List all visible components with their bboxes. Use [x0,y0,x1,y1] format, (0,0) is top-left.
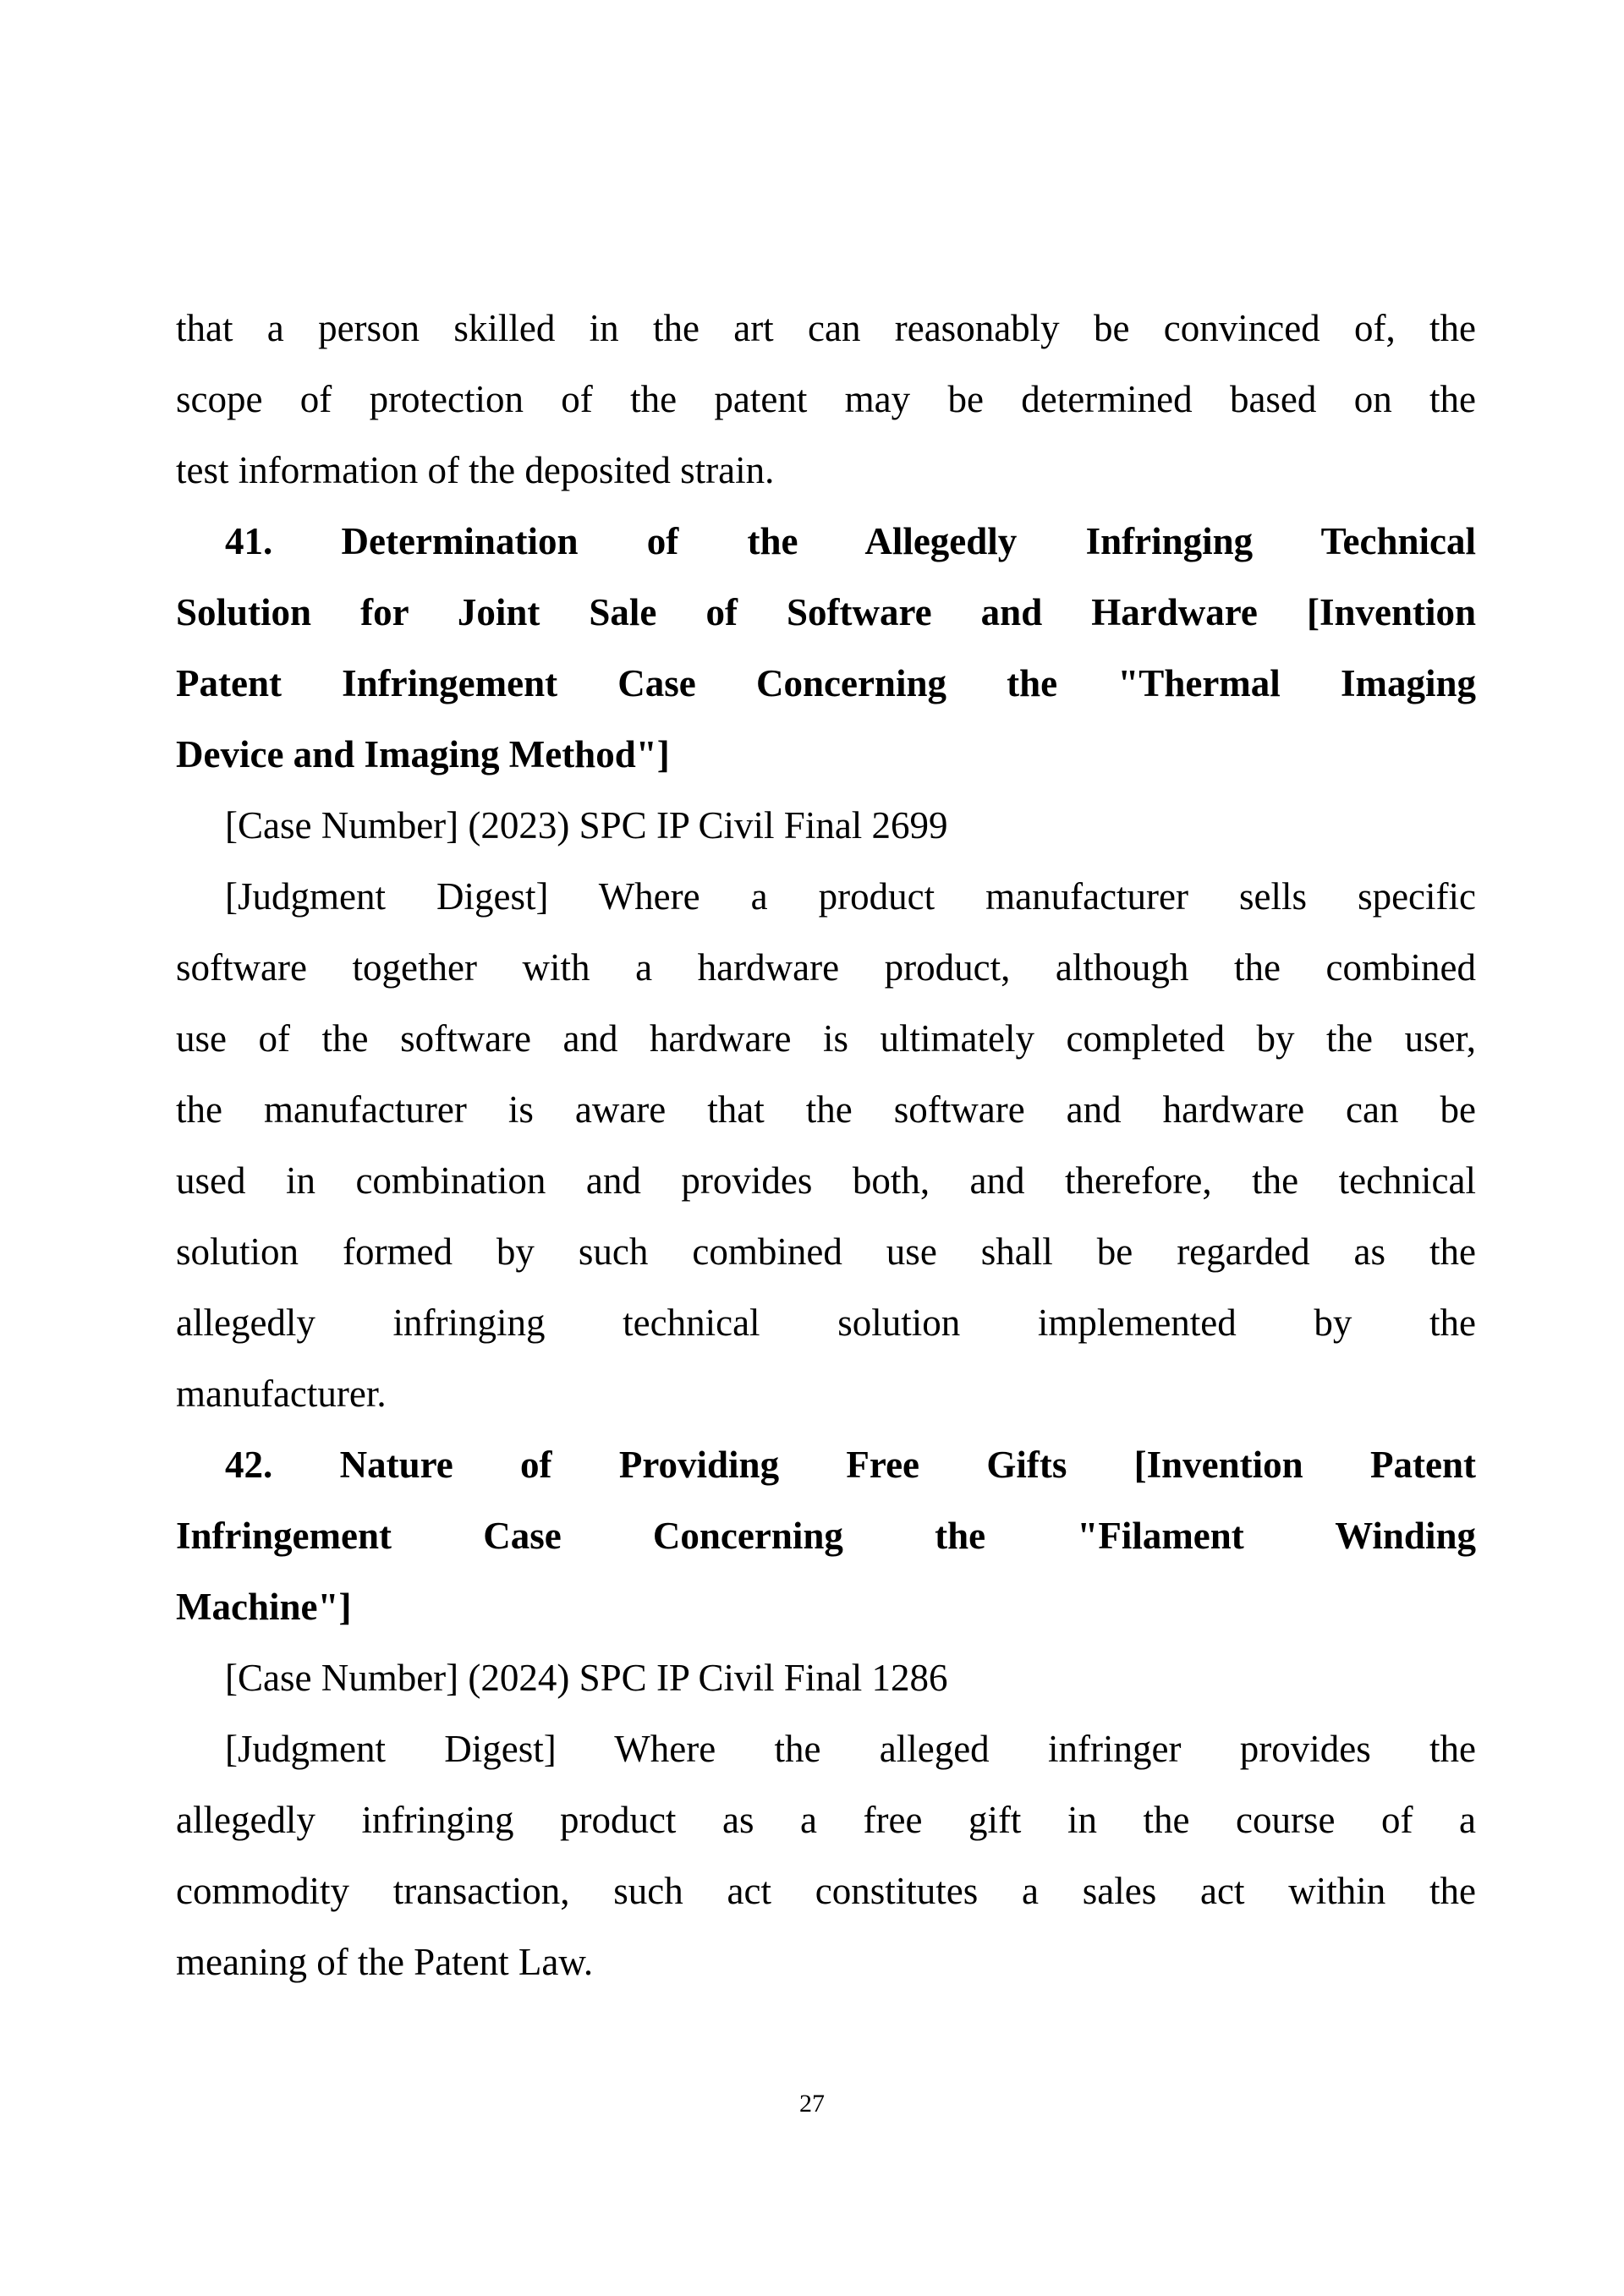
heading-line: Machine"] [176,1586,352,1628]
text-line: use of the software and hardware is ultimately completed by the user, [176,1017,1476,1060]
text-line: the manufacturer is aware that the software and hardware can be [176,1088,1476,1131]
heading-line: Solution for Joint Sale of Software and Hardware [Invention [176,591,1476,633]
text-line: solution formed by such combined use shall be regarded as the [176,1230,1476,1273]
text-line: scope of protection of the patent may be determined based on the [176,378,1476,420]
case-number-line: [Case Number] (2024) SPC IP Civil Final 1286 [225,1657,948,1699]
text-line: allegedly infringing product as a free gift in the course of a [176,1799,1476,1841]
text-block [176,293,1476,1997]
text-line: [Judgment Digest] Where the alleged infringer provides the [225,1728,1476,1770]
heading-line: Device and Imaging Method"] [176,733,670,775]
paragraph-case-41-heading [176,506,1476,790]
text-line: that a person skilled in the art can reasonably be convinced of, the [176,307,1476,349]
text-line: commodity transaction, such act constitutes a sales act within the [176,1870,1476,1912]
paragraph-case-42-number [176,1642,1476,1713]
text-line: meaning of the Patent Law. [176,1941,594,1983]
paragraph-body-continuation [176,293,1476,506]
paragraph-case-42-digest [176,1713,1476,1997]
paragraph-case-41-number [176,790,1476,861]
heading-line: 42. Nature of Providing Free Gifts [Invention Patent [225,1444,1476,1486]
case-number-line: [Case Number] (2023) SPC IP Civil Final 2699 [225,804,948,847]
paragraph-case-41-digest [176,861,1476,1429]
text-line: software together with a hardware product, although the combined [176,946,1476,989]
heading-line: 41. Determination of the Allegedly Infringing Technical [225,520,1476,562]
heading-line: Patent Infringement Case Concerning the "Thermal Imaging [176,662,1476,704]
page-number: 27 [799,2090,825,2118]
text-line: used in combination and provides both, and therefore, the technical [176,1159,1476,1202]
paragraph-case-42-heading [176,1429,1476,1642]
heading-line: Infringement Case Concerning the "Filament Winding [176,1515,1476,1557]
text-line: [Judgment Digest] Where a product manufacturer sells specific [225,875,1476,918]
text-line: allegedly infringing technical solution implemented by the [176,1301,1476,1344]
text-line: manufacturer. [176,1373,387,1415]
text-line: test information of the deposited strain. [176,449,775,491]
